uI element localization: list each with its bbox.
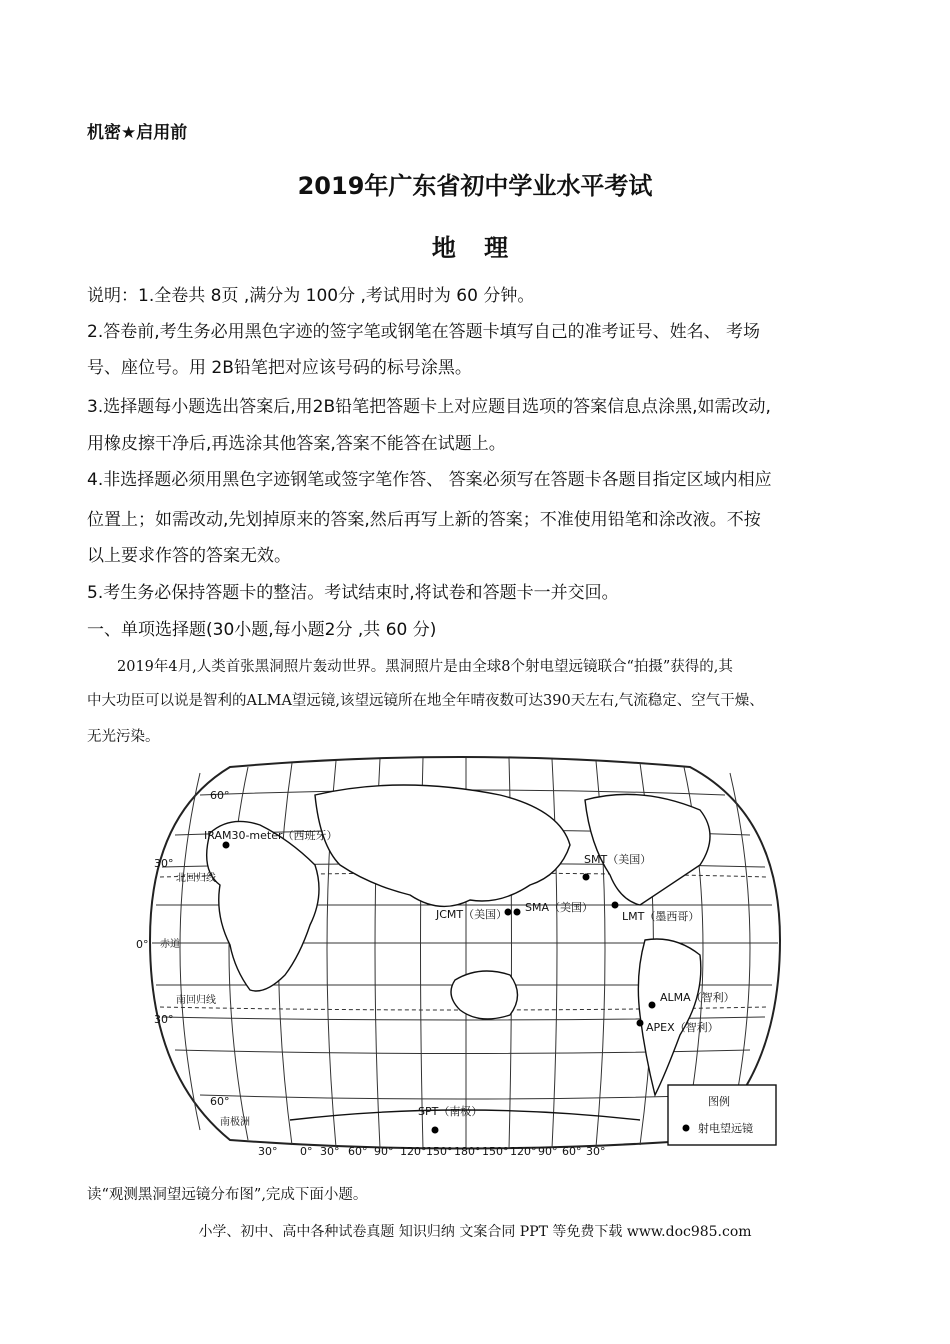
legend-marker (683, 1125, 690, 1132)
lon-label: 30° (586, 1145, 606, 1158)
instruction-line: 5.考生务必保持答题卡的整洁。考试结束时,将试卷和答题卡一并交回。 (87, 583, 619, 603)
instruction-line: 用橡皮擦干净后,再选涂其他答案,答案不能答在试题上。 (87, 434, 506, 454)
lon-label: 30° (320, 1145, 340, 1158)
lon-label: 150° (426, 1145, 453, 1158)
exam-title: 2019年广东省初中学业水平考试 (297, 172, 653, 200)
telescope-label: SMA（美国） (525, 901, 593, 914)
lon-label: 120° (510, 1145, 537, 1158)
telescope-label: JCMT（美国） (436, 908, 508, 921)
lon-label: 90° (374, 1145, 394, 1158)
lon-label: 120° (400, 1145, 427, 1158)
lon-label: 30° (258, 1145, 278, 1158)
passage-line: 无光污染。 (87, 729, 160, 745)
instruction-line: 3.选择题每小题选出答案后,用2B铅笔把答题卡上对应题目选项的答案信息点涂黑,如需改动, (87, 397, 771, 417)
instruction-line: 4.非选择题必须用黑色字迹钢笔或签字笔作答、 答案必须写在答题卡各题目指定区域内相应 (87, 470, 772, 490)
telescope-marker (514, 909, 521, 916)
map-legend (668, 1085, 776, 1145)
passage-line: 中大功臣可以说是智利的ALMA望远镜,该望远镜所在地全年晴夜数可达390天左右,气流稳定、空气干燥、 (87, 693, 764, 709)
legend-title: 图例 (708, 1095, 730, 1108)
instruction-line: 号、座位号。用 2B铅笔把对应该号码的标号涂黑。 (87, 358, 472, 378)
instruction-line: 2.答卷前,考生务必用黑色字迹的签字笔或钢笔在答题卡填写自己的准考证号、姓名、 考场 (87, 322, 761, 342)
equator-label: 赤道 (160, 939, 180, 950)
telescope-distribution-map (136, 755, 780, 1158)
page-footer: 小学、初中、高中各种试卷真题 知识归纳 文案合同 PPT 等免费下载 www.doc985.com (198, 1224, 752, 1240)
section-heading: 一、单项选择题(30小题,每小题2分 ,共 60 分) (87, 620, 437, 640)
telescope-marker (637, 1020, 644, 1027)
telescope-label: SPT（南极） (418, 1105, 483, 1118)
lat-label: 30° (154, 857, 174, 870)
telescope-label: ALMA（智利） (660, 991, 735, 1004)
lon-label: 60° (348, 1145, 368, 1158)
instruction-line: 以上要求作答的答案无效。 (87, 546, 291, 566)
telescope-marker (432, 1127, 439, 1134)
australia-shape (451, 971, 518, 1019)
lon-label: 150° (482, 1145, 509, 1158)
telescope-label: APEX（智利） (646, 1021, 719, 1034)
continent-label: 南极洲 (220, 1117, 250, 1128)
lat-label: 0° (136, 938, 149, 951)
map-caption: 读“观测黑洞望远镜分布图”,完成下面小题。 (87, 1187, 368, 1203)
telescope-marker (223, 842, 230, 849)
telescope-marker (612, 902, 619, 909)
telescope-label: IRAM30-meter（西班牙） (204, 829, 338, 842)
secret-label: 机密★启用前 (87, 123, 188, 143)
lat-label: 30° (154, 1013, 174, 1026)
telescope-marker (583, 874, 590, 881)
telescope-label: SMT（美国） (584, 853, 652, 866)
lon-label: 0° (300, 1145, 313, 1158)
tropic-capricorn-label: 南回归线 (176, 995, 216, 1006)
lon-label: 180° (454, 1145, 481, 1158)
instruction-line: 说明：1.全卷共 8页 ,满分为 100分 ,考试用时为 60 分钟。 (87, 286, 535, 306)
instruction-line: 位置上；如需改动,先划掉原来的答案,然后再写上新的答案；不准使用铅笔和涂改液。不按 (87, 510, 761, 530)
lon-label: 60° (562, 1145, 582, 1158)
asia-shape (315, 785, 570, 906)
legend-item-label: 射电望远镜 (698, 1122, 753, 1135)
tropic-cancer-label: 北回归线 (176, 873, 216, 884)
lon-label: 90° (538, 1145, 558, 1158)
lat-label: 60° (210, 1095, 230, 1108)
passage-line: 2019年4月,人类首张黑洞照片轰动世界。黑洞照片是由全球8个射电望远镜联合“拍摄”获得的,其 (117, 659, 733, 675)
telescope-label: LMT（墨西哥） (622, 910, 700, 923)
lat-label: 60° (210, 789, 230, 802)
telescope-marker (649, 1002, 656, 1009)
subject-title: 地 理 (431, 234, 519, 262)
